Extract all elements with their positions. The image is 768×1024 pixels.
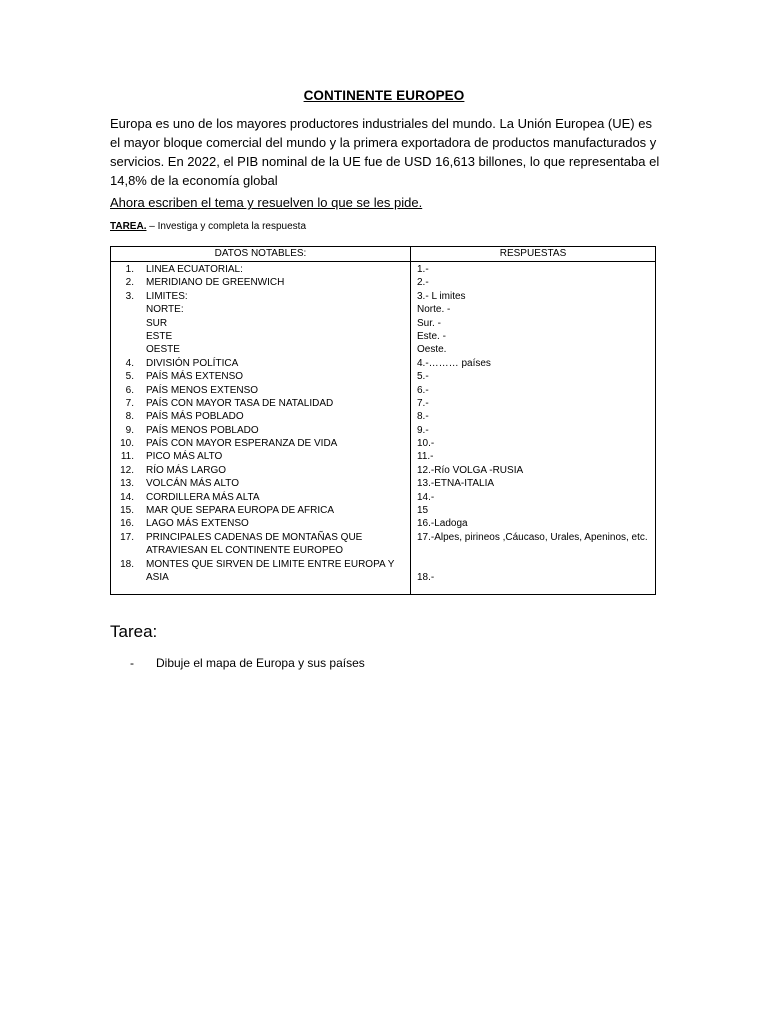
answer-cell: 8.-	[417, 411, 429, 423]
question-text: RÍO MÁS LARGO	[146, 464, 227, 476]
question-number: 4.	[125, 357, 134, 369]
questions-column	[111, 262, 411, 594]
question-row	[111, 343, 410, 356]
question-row	[111, 276, 410, 289]
answer-cell: 13.-ETNA-ITALIA	[417, 478, 495, 490]
question-row	[111, 384, 410, 397]
question-row	[111, 437, 410, 450]
answer-cell: Sur. -	[417, 317, 441, 329]
question-text: LINEA ECUATORIAL:	[146, 264, 243, 275]
question-text: PAÍS MÁS EXTENSO	[146, 371, 244, 383]
page-title: CONTINENTE EUROPEO	[303, 88, 465, 103]
bullet-dash: -	[130, 656, 134, 670]
question-text: LIMITES:	[146, 290, 188, 302]
intro-paragraph: Europa es uno de los mayores productores industriales del mundo. La Unión Europea (UE) es el mayor bloque comercial del mundo y la primera exportadora de productos manufacturados y servicios. En 2022, el PIB nominal de la UE fue de USD 16,613 billones, lo que representaba el 14,8% de la economía global	[110, 116, 660, 188]
question-row	[111, 397, 410, 410]
question-row	[111, 330, 410, 343]
question-number: 5.	[125, 371, 134, 383]
question-row	[111, 531, 410, 558]
question-text: CORDILLERA MÁS ALTA	[146, 491, 260, 503]
answers-column	[411, 262, 655, 594]
question-text: PRINCIPALES CADENAS DE MONTAÑAS QUE ATRAVIESAN EL CONTINENTE EUROPEO	[146, 531, 363, 557]
question-row	[111, 290, 410, 303]
answer-cell: Este. -	[417, 330, 446, 342]
question-number: 7.	[125, 397, 134, 409]
question-number: 11.	[120, 451, 134, 463]
answer-cell: Oeste.	[417, 344, 447, 356]
question-text: VOLCÁN MÁS ALTO	[146, 478, 239, 490]
question-row	[111, 317, 410, 330]
question-number: 18.	[120, 558, 134, 570]
question-row	[111, 450, 410, 463]
task-line	[110, 221, 306, 232]
question-text: NORTE:	[146, 304, 184, 316]
question-row	[111, 410, 410, 423]
answer-cell: 14.-	[417, 491, 435, 503]
question-number: 3.	[125, 290, 134, 302]
question-text: PICO MÁS ALTO	[146, 451, 223, 463]
question-text: MONTES QUE SIRVEN DE LIMITE ENTRE EUROPA Y ASIA	[146, 558, 395, 584]
question-text: DIVISIÓN POLÍTICA	[146, 357, 239, 369]
question-number: 6.	[125, 384, 134, 396]
bullet-item	[130, 656, 365, 670]
answer-cell: 15	[417, 505, 429, 517]
question-number: 16.	[120, 518, 134, 530]
question-number: 10.	[120, 438, 134, 450]
answer-cell: 11.-	[417, 451, 434, 463]
header-datos-notables: DATOS NOTABLES:	[111, 247, 411, 261]
answer-cell: 1.-	[417, 264, 429, 275]
question-number: 2.	[125, 277, 134, 289]
question-row	[111, 464, 410, 477]
question-row	[111, 263, 410, 276]
question-row	[111, 424, 410, 437]
question-text: ESTE	[146, 330, 173, 342]
answer-cell: 16.-Ladoga	[417, 518, 468, 530]
tarea-heading: Tarea:	[110, 622, 158, 641]
header-respuestas: RESPUESTAS	[499, 248, 567, 259]
bullet-text: Dibuje el mapa de Europa y sus países	[156, 656, 365, 670]
question-row	[111, 517, 410, 530]
question-number: 12.	[120, 464, 134, 476]
question-text: PAÍS MENOS EXTENSO	[146, 384, 259, 396]
data-table	[110, 246, 656, 595]
question-text: PAÍS CON MAYOR TASA DE NATALIDAD	[146, 397, 334, 409]
answer-cell: 7.-	[417, 397, 429, 409]
question-text: MAR QUE SEPARA EUROPA DE AFRICA	[146, 505, 335, 517]
answer-cell: Norte. -	[417, 304, 451, 316]
question-row	[111, 357, 410, 370]
task-text: – Investiga y completa la respuesta	[146, 221, 307, 232]
answer-cell: 10.-	[417, 438, 435, 450]
question-row	[111, 558, 410, 585]
answer-cell: 2.-	[417, 277, 429, 289]
table-body	[111, 262, 655, 594]
question-text: LAGO MÁS EXTENSO	[146, 518, 249, 530]
question-number: 14.	[120, 491, 134, 503]
question-row	[111, 491, 410, 504]
answer-cell: 3.- L imites	[417, 290, 466, 302]
question-number: 8.	[125, 411, 134, 423]
question-text: PAÍS CON MAYOR ESPERANZA DE VIDA	[146, 438, 338, 450]
answer-cell: 17.-Alpes, pirineos ,Cáucaso, Urales, Apeninos, etc.	[417, 531, 648, 543]
answer-cell: 18.-	[417, 572, 435, 583]
question-number: 9.	[125, 424, 134, 436]
question-row	[111, 504, 410, 517]
answer-cell: 9.-	[417, 424, 429, 436]
question-text: PAÍS MÁS POBLADO	[146, 411, 244, 423]
question-text: MERIDIANO DE GREENWICH	[146, 277, 285, 289]
question-number: 13.	[120, 478, 134, 490]
question-row	[111, 303, 410, 316]
task-label: TAREA.	[110, 221, 147, 232]
question-row	[111, 370, 410, 383]
answer-cell	[411, 558, 655, 571]
question-number: 1.	[125, 264, 134, 275]
answer-cell: 4.-……… países	[417, 357, 491, 369]
answer-cell: 5.-	[417, 371, 429, 383]
question-text: SUR	[146, 317, 168, 329]
question-text: PAÍS MENOS POBLADO	[146, 424, 259, 436]
answer-cell: 12.-Río VOLGA -RUSIA	[417, 464, 524, 476]
question-row	[111, 477, 410, 490]
question-number: 17.	[120, 531, 134, 543]
instruction-text: Ahora escriben el tema y resuelven lo que se les pide.	[110, 195, 423, 210]
table-header	[111, 247, 655, 262]
answer-cell: 6.-	[417, 384, 429, 396]
question-text: OESTE	[146, 344, 180, 356]
question-number: 15.	[120, 505, 134, 517]
